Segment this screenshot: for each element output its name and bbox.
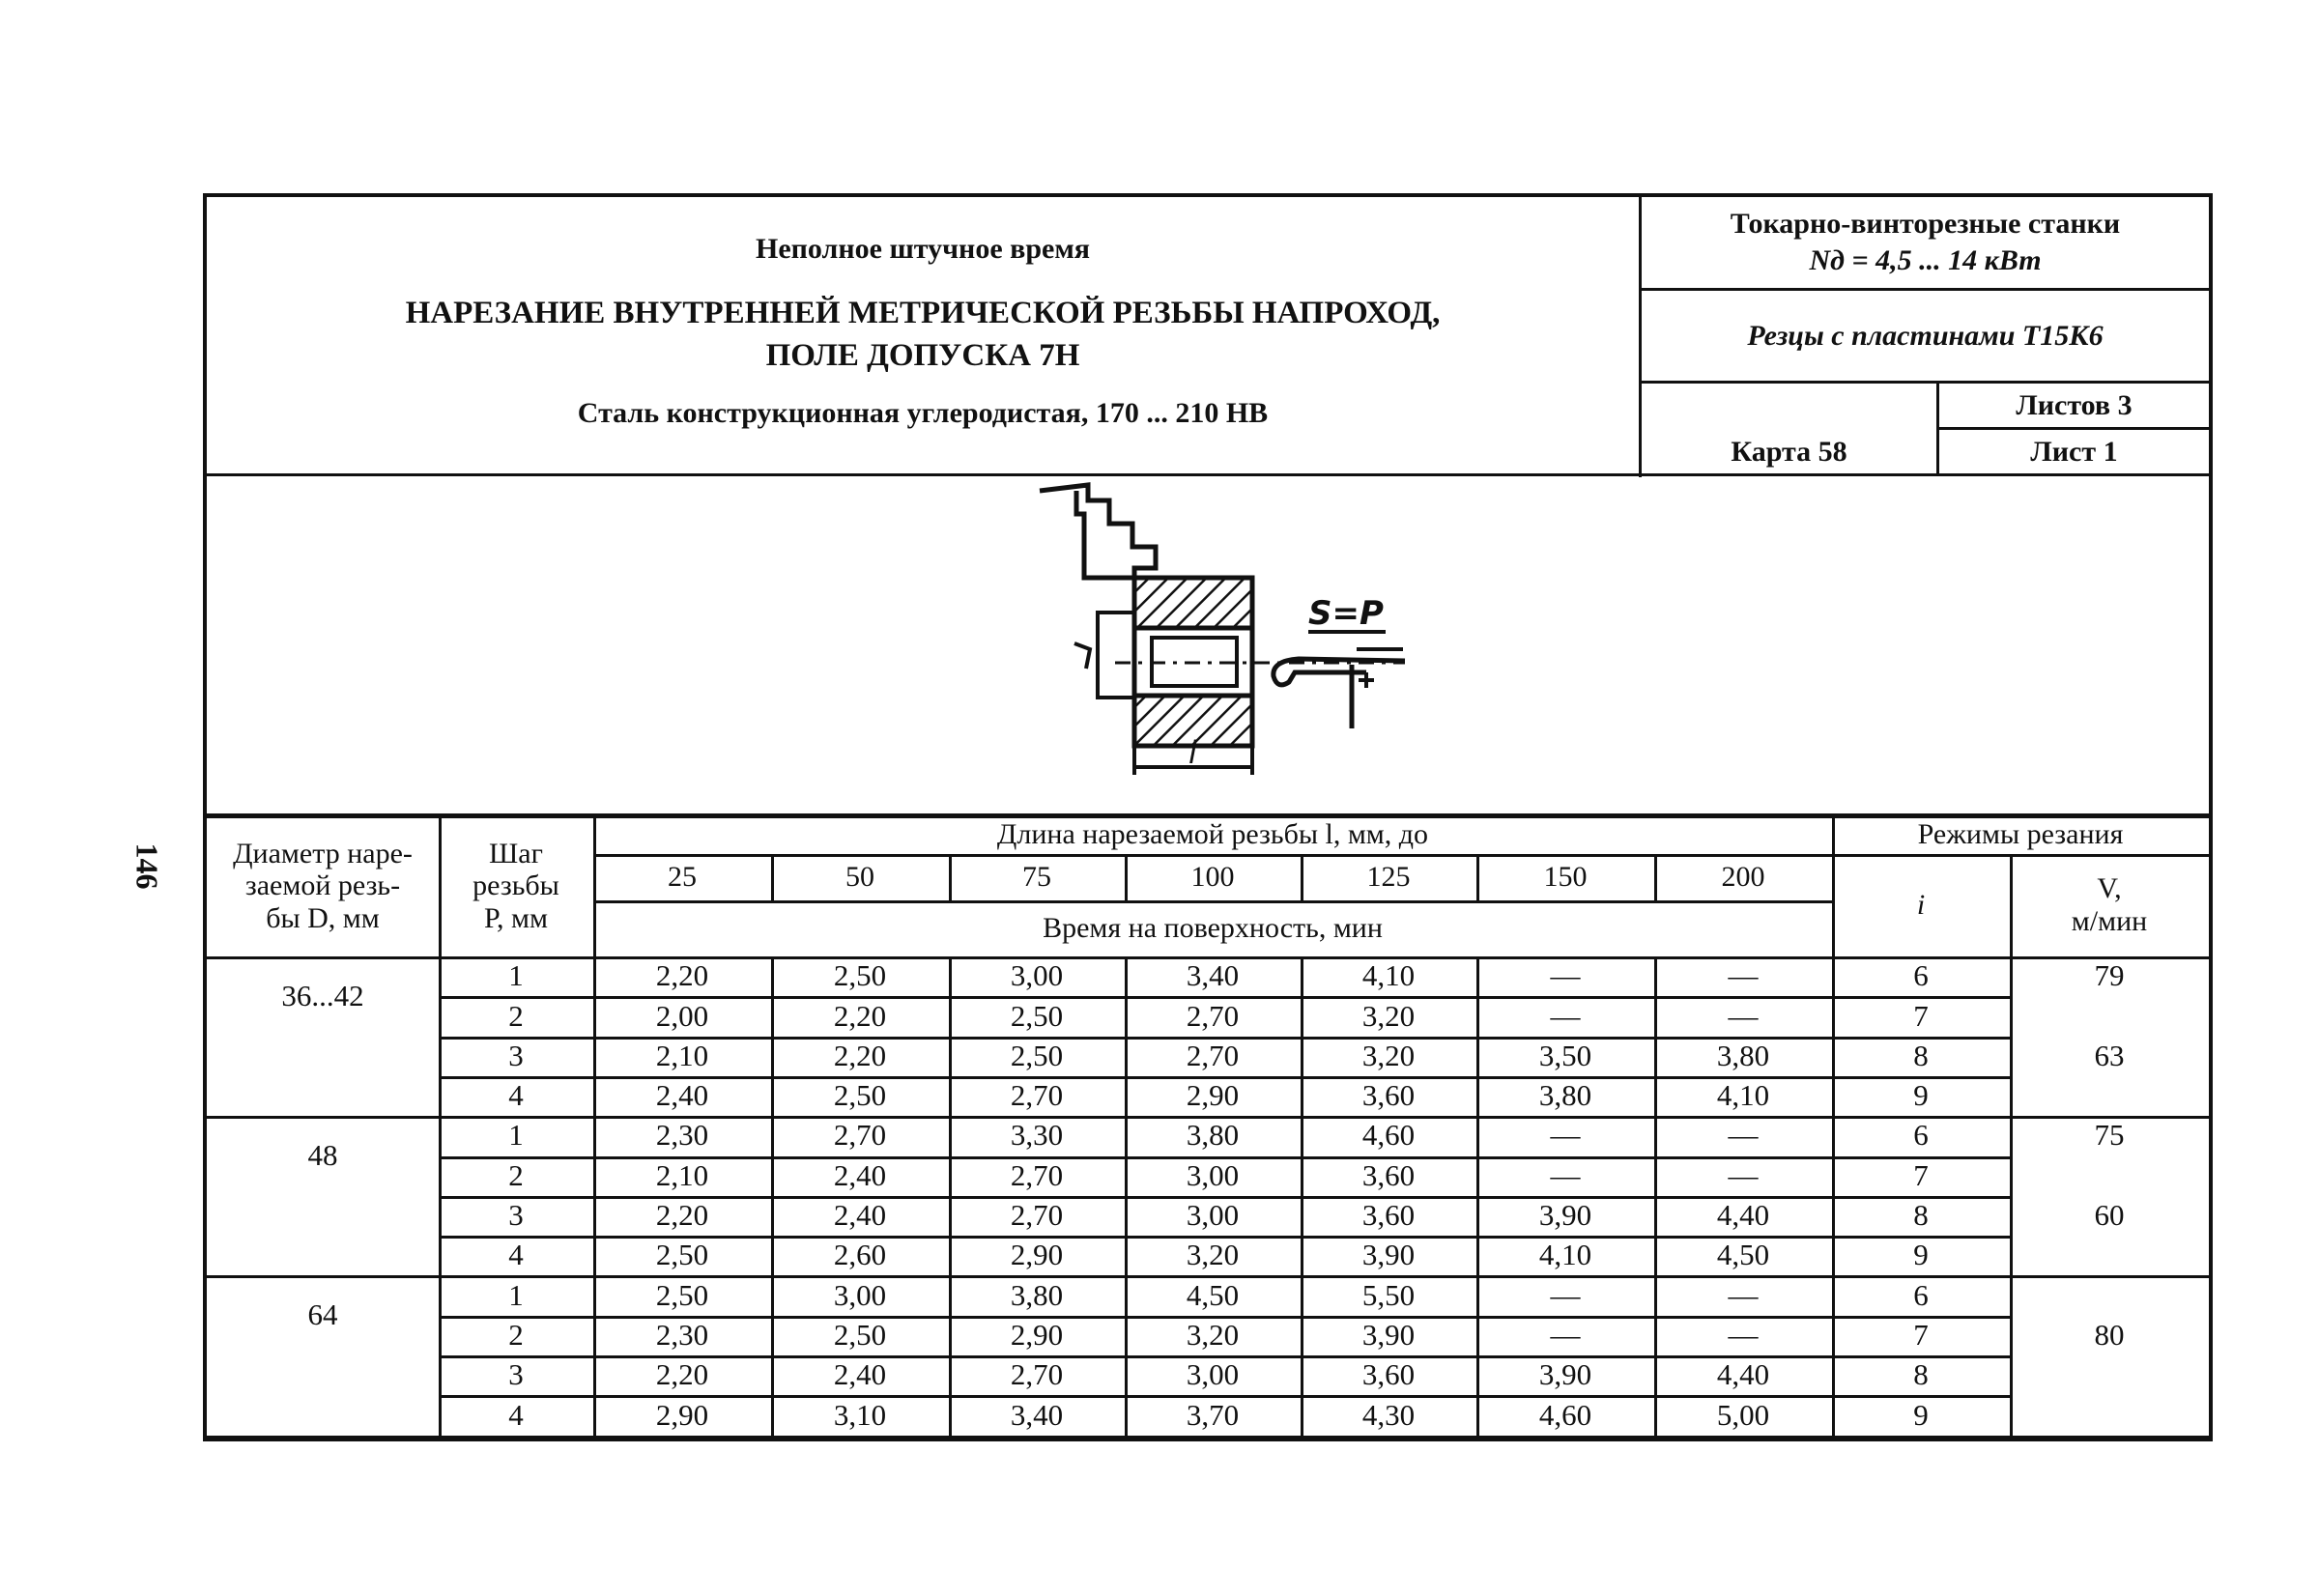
sheet-current: Лист 1 (2030, 435, 2118, 468)
time-value: 2,10 (655, 1038, 709, 1072)
col-header-pitch-line: Шаг (489, 837, 543, 869)
col-header-length-group: Длина нарезаемой резьбы l, мм, до (996, 818, 1429, 851)
passes-value: 7 (1913, 1317, 1929, 1352)
col-header-pitch-line: резьбы (472, 869, 559, 902)
time-table (207, 815, 2209, 1441)
time-value: 3,60 (1361, 1357, 1416, 1392)
doc-title-line2: ПОЛЕ ДОПУСКА 7Н (765, 337, 1080, 373)
machine-type: Токарно-винторезные станки (1730, 208, 2121, 241)
time-value: — (1550, 1317, 1581, 1352)
passes-value: 8 (1913, 1198, 1929, 1233)
col-header-length: 200 (1721, 861, 1765, 894)
workpiece-top-section (1134, 578, 1252, 628)
time-value: 3,50 (1538, 1038, 1592, 1072)
time-value: 2,40 (655, 1078, 709, 1113)
time-value: — (1728, 958, 1759, 993)
pitch-value: 1 (508, 1118, 524, 1153)
diameter-value: 64 (307, 1297, 338, 1332)
pitch-value: 2 (508, 1317, 524, 1352)
time-value: 2,70 (1186, 1038, 1240, 1072)
passes-value: 7 (1913, 1157, 1929, 1192)
time-value: 2,70 (833, 1118, 887, 1153)
time-value: 2,90 (1186, 1078, 1240, 1113)
col-header-speed (2010, 854, 2209, 956)
time-value: 3,40 (1010, 1397, 1064, 1432)
machine-power: Nд = 4,5 ... 14 кВт (1809, 244, 2042, 277)
speed-value: 63 (2094, 1038, 2125, 1072)
time-value: 3,20 (1186, 1317, 1240, 1352)
time-value: 3,80 (1010, 1277, 1064, 1312)
time-value: 2,20 (655, 958, 709, 993)
passes-value: 8 (1913, 1357, 1929, 1392)
col-header-speed-line: V, (2097, 872, 2122, 905)
col-header-diameter (207, 815, 439, 956)
threading-diagram (1018, 477, 1502, 813)
time-value: 5,50 (1361, 1277, 1416, 1312)
time-value: 4,10 (1361, 958, 1416, 993)
speed-value: 80 (2094, 1317, 2125, 1352)
time-value: 3,10 (833, 1397, 887, 1432)
time-value: — (1728, 1118, 1759, 1153)
passes-value: 6 (1913, 958, 1929, 993)
time-value: 4,50 (1716, 1238, 1770, 1272)
time-value: — (1728, 1157, 1759, 1192)
time-value: 2,10 (655, 1157, 709, 1192)
pitch-value: 1 (508, 958, 524, 993)
time-value: 3,80 (1716, 1038, 1770, 1072)
col-header-length: 75 (1022, 861, 1051, 894)
passes-value: 9 (1913, 1078, 1929, 1113)
col-header-length: 150 (1543, 861, 1588, 894)
time-value: 4,60 (1538, 1397, 1592, 1432)
col-header-length: 50 (845, 861, 874, 894)
time-value: — (1550, 1157, 1581, 1192)
length-label: l (1188, 734, 1197, 771)
page-number: 146 (129, 842, 165, 890)
time-value: 2,70 (1010, 1198, 1064, 1233)
time-value: 2,00 (655, 998, 709, 1033)
col-header-diameter-line: заемой резь- (244, 869, 401, 902)
col-header-pitch (439, 815, 593, 956)
time-value: 3,20 (1361, 1038, 1416, 1072)
time-value: 2,50 (1010, 1038, 1064, 1072)
time-value: 3,60 (1361, 1198, 1416, 1233)
time-value: — (1728, 1277, 1759, 1312)
time-value: 4,60 (1361, 1118, 1416, 1153)
material-spec: Сталь конструкционная углеродистая, 170 ... 210 НВ (577, 397, 1269, 430)
time-value: 2,50 (655, 1238, 709, 1272)
standards-card (203, 193, 2213, 1441)
col-header-modes: Режимы резания (1917, 818, 2124, 851)
time-value: 2,20 (655, 1357, 709, 1392)
time-value: — (1550, 1118, 1581, 1153)
diameter-value: 36...42 (281, 978, 364, 1012)
time-value: 3,90 (1538, 1357, 1592, 1392)
time-value: 2,60 (833, 1238, 887, 1272)
time-value: 3,90 (1361, 1317, 1416, 1352)
time-value: 2,90 (1010, 1317, 1064, 1352)
time-value: 3,80 (1538, 1078, 1592, 1113)
time-value: 2,50 (833, 1078, 887, 1113)
time-value: 4,40 (1716, 1357, 1770, 1392)
time-subheader: Время на поверхность, мин (1043, 912, 1383, 945)
time-value: — (1550, 1277, 1581, 1312)
time-value: 2,70 (1186, 998, 1240, 1033)
pitch-value: 4 (508, 1078, 524, 1113)
passes-value: 7 (1913, 998, 1929, 1033)
passes-value: 6 (1913, 1118, 1929, 1153)
time-value: — (1550, 998, 1581, 1033)
time-value: 3,00 (1186, 1198, 1240, 1233)
time-value: 3,90 (1361, 1238, 1416, 1272)
time-value: 3,20 (1186, 1238, 1240, 1272)
time-value: 2,70 (1010, 1078, 1064, 1113)
time-value: 2,40 (833, 1198, 887, 1233)
pitch-value: 4 (508, 1238, 524, 1272)
time-value: — (1550, 958, 1581, 993)
time-value: 3,00 (833, 1277, 887, 1312)
time-value: 5,00 (1716, 1397, 1770, 1432)
time-value: 2,30 (655, 1317, 709, 1352)
doc-title-line1: НАРЕЗАНИЕ ВНУТРЕННЕЙ МЕТРИЧЕСКОЙ РЕЗЬБЫ НАПРОХОД, (405, 295, 1441, 330)
col-header-length: 25 (668, 861, 697, 894)
passes-value: 8 (1913, 1038, 1929, 1072)
speed-value: 60 (2094, 1198, 2125, 1233)
time-value: 2,70 (1010, 1157, 1064, 1192)
col-header-passes: i (1916, 889, 1926, 922)
time-value: 4,40 (1716, 1198, 1770, 1233)
feed-label: S=P (1308, 594, 1384, 633)
time-value: 3,70 (1186, 1397, 1240, 1432)
time-value: — (1728, 1317, 1759, 1352)
doc-subtitle: Неполное штучное время (755, 233, 1091, 266)
time-value: 3,80 (1186, 1118, 1240, 1153)
tool-spec: Резцы с пластинами Т15К6 (1747, 319, 2104, 352)
pitch-value: 2 (508, 1157, 524, 1192)
pitch-value: 3 (508, 1357, 524, 1392)
passes-value: 9 (1913, 1238, 1929, 1272)
speed-value: 79 (2094, 958, 2125, 993)
time-value: 2,20 (833, 998, 887, 1033)
time-value: — (1728, 998, 1759, 1033)
time-value: 4,50 (1186, 1277, 1240, 1312)
col-header-diameter-line: бы D, мм (266, 901, 380, 934)
chuck-jaw (1040, 485, 1156, 578)
time-value: 3,40 (1186, 958, 1240, 993)
time-value: 4,30 (1361, 1397, 1416, 1432)
time-value: 3,00 (1186, 1157, 1240, 1192)
pitch-value: 3 (508, 1198, 524, 1233)
sheets-total: Листов 3 (2016, 388, 2133, 421)
pitch-value: 2 (508, 998, 524, 1033)
time-value: 2,50 (833, 1317, 887, 1352)
time-value: 3,00 (1186, 1357, 1240, 1392)
col-header-diameter-line: Диаметр наре- (233, 837, 413, 869)
time-value: 3,90 (1538, 1198, 1592, 1233)
card-number: Карта 58 (1731, 436, 1847, 469)
time-value: 3,00 (1010, 958, 1064, 993)
time-value: 2,30 (655, 1118, 709, 1153)
passes-value: 6 (1913, 1277, 1929, 1312)
time-value: 2,20 (655, 1198, 709, 1233)
col-header-pitch-line: Р, мм (484, 901, 548, 934)
time-value: 2,20 (833, 1038, 887, 1072)
time-value: 2,50 (833, 958, 887, 993)
time-value: 3,20 (1361, 998, 1416, 1033)
diameter-value: 48 (307, 1138, 338, 1173)
col-header-length: 100 (1190, 861, 1235, 894)
time-value: 4,10 (1538, 1238, 1592, 1272)
time-value: 2,90 (655, 1397, 709, 1432)
pitch-value: 4 (508, 1397, 524, 1432)
pitch-value: 1 (508, 1277, 524, 1312)
col-header-speed-line: м/мин (2071, 905, 2148, 937)
time-value: 2,50 (1010, 998, 1064, 1033)
col-header-length: 125 (1366, 861, 1411, 894)
time-value: 3,60 (1361, 1078, 1416, 1113)
time-value: 4,10 (1716, 1078, 1770, 1113)
time-value: 2,40 (833, 1157, 887, 1192)
passes-value: 9 (1913, 1397, 1929, 1432)
time-value: 2,70 (1010, 1357, 1064, 1392)
pitch-value: 3 (508, 1038, 524, 1072)
time-value: 3,60 (1361, 1157, 1416, 1192)
time-value: 2,90 (1010, 1238, 1064, 1272)
time-value: 2,40 (833, 1357, 887, 1392)
speed-value: 75 (2094, 1118, 2125, 1153)
time-value: 2,50 (655, 1277, 709, 1312)
time-value: 3,30 (1010, 1118, 1064, 1153)
